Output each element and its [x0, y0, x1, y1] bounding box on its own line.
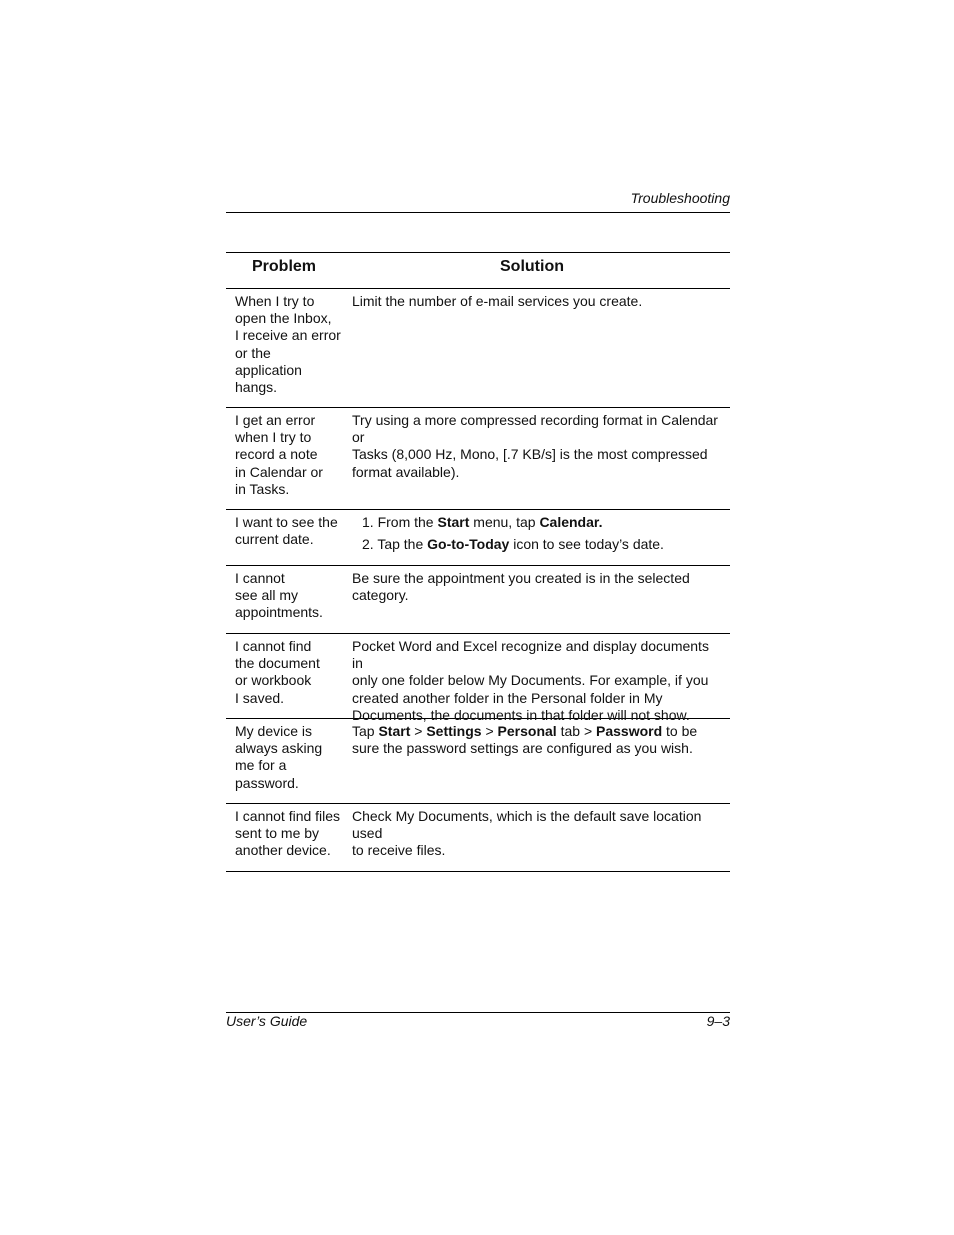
- solution-line: to receive files.: [352, 842, 446, 859]
- table-row: [226, 566, 730, 634]
- problem-line: me for a: [235, 757, 287, 774]
- problem-cell: [226, 719, 344, 803]
- step-number: 2.: [362, 536, 374, 553]
- solution-cell: [344, 289, 730, 407]
- problem-line: My device is: [235, 723, 313, 739]
- step-number: 1.: [362, 514, 374, 530]
- column-header-problem: Problem: [252, 258, 317, 275]
- step-text: From the: [377, 514, 434, 530]
- step-bold-text: Go-to-Today: [427, 536, 510, 553]
- solution-line: format available).: [352, 463, 460, 480]
- problem-line: I cannot: [235, 570, 285, 586]
- solution-line: only one folder below My Documents. For example, if you: [352, 672, 709, 689]
- steps-list: [352, 514, 722, 553]
- table-row: [226, 510, 730, 566]
- header-rule: [226, 212, 730, 213]
- step-text: icon to see today’s date.: [513, 536, 664, 553]
- solution-bold-text: Settings: [426, 723, 482, 739]
- problem-line: appointments.: [235, 604, 323, 621]
- table-row: [226, 634, 730, 723]
- problem-line: I receive an error: [235, 327, 341, 344]
- step-text: Tap the: [377, 536, 424, 553]
- running-head: Troubleshooting: [630, 190, 730, 206]
- solution-cell: [344, 566, 730, 633]
- problem-line: I get an error: [235, 412, 316, 428]
- table-row: [226, 719, 730, 804]
- problem-line: password.: [235, 774, 299, 791]
- solution-cell: [344, 719, 730, 803]
- problem-line: I saved.: [235, 689, 285, 706]
- solution-line: category.: [352, 587, 409, 604]
- solution-bold-text: Start: [378, 723, 411, 739]
- problem-line: see all my: [235, 587, 299, 604]
- column-header-solution: Solution: [500, 258, 564, 275]
- table-header: [226, 253, 730, 289]
- problem-line: I cannot find files: [235, 808, 341, 824]
- solution-cell: [344, 408, 730, 509]
- problem-cell: [226, 634, 344, 718]
- problem-line: or workbook: [235, 672, 312, 689]
- solution-line: sure the password settings are configured as you wish.: [352, 740, 693, 757]
- problem-line: in Tasks.: [235, 480, 290, 497]
- solution-text: tab: [560, 723, 581, 739]
- problem-line: When I try to: [235, 293, 315, 309]
- table-row: [226, 804, 730, 872]
- problem-line: I want to see the: [235, 514, 338, 530]
- solution-bold-text: Personal: [497, 723, 557, 739]
- step-bold-text: Start: [437, 514, 470, 530]
- solution-cell: [344, 634, 730, 723]
- problem-line: the document: [235, 655, 320, 672]
- step-bold-text: Calendar.: [539, 514, 603, 530]
- problem-line: record a note: [235, 446, 318, 463]
- solution-cell: [344, 510, 730, 565]
- problem-line: current date.: [235, 531, 314, 548]
- problem-cell: [226, 510, 344, 565]
- solution-line: Tasks (8,000 Hz, Mono, [.7 KB/s] is the most compressed: [352, 446, 708, 463]
- solution-line: Pocket Word and Excel recognize and display documents in: [352, 638, 709, 672]
- separator: >: [583, 723, 593, 739]
- list-item: [352, 536, 722, 553]
- solution-line: Documents, the documents in that folder will not show.: [352, 706, 690, 723]
- problem-line: sent to me by: [235, 825, 320, 842]
- problem-cell: [226, 289, 344, 407]
- solution-text: to be: [666, 723, 698, 739]
- problem-line: application: [235, 361, 302, 378]
- problem-cell: [226, 804, 344, 871]
- problem-line: when I try to: [235, 429, 312, 446]
- solution-line: Try using a more compressed recording format in Calendar or: [352, 412, 718, 446]
- step-text: menu, tap: [473, 514, 536, 530]
- solution-line: created another folder in the Personal folder in My: [352, 689, 663, 706]
- problem-line: or the: [235, 344, 271, 361]
- problem-cell: [226, 408, 344, 509]
- solution-cell: [344, 804, 730, 871]
- solution-line: Check My Documents, which is the default save location used: [352, 808, 702, 842]
- problem-line: another device.: [235, 842, 331, 859]
- separator: >: [485, 723, 494, 739]
- problem-line: open the Inbox,: [235, 310, 332, 327]
- problem-line: I cannot find: [235, 638, 312, 654]
- table-row: [226, 289, 730, 408]
- footer-guide-title: User’s Guide: [226, 1013, 308, 1029]
- solution-line: Limit the number of e-mail services you create.: [352, 293, 643, 309]
- problem-cell: [226, 566, 344, 633]
- problem-line: always asking: [235, 740, 323, 757]
- solution-text: Tap: [352, 723, 375, 739]
- problem-line: in Calendar or: [235, 463, 323, 480]
- footer-page-number: 9–3: [706, 1013, 730, 1029]
- problem-line: hangs.: [235, 379, 278, 396]
- solution-line: Be sure the appointment you created is in the selected: [352, 570, 690, 586]
- solution-line: [352, 723, 722, 740]
- separator: >: [414, 723, 423, 739]
- list-item: [352, 514, 722, 531]
- troubleshooting-table: [226, 252, 730, 872]
- table-row: [226, 408, 730, 510]
- solution-bold-text: Password: [596, 723, 663, 739]
